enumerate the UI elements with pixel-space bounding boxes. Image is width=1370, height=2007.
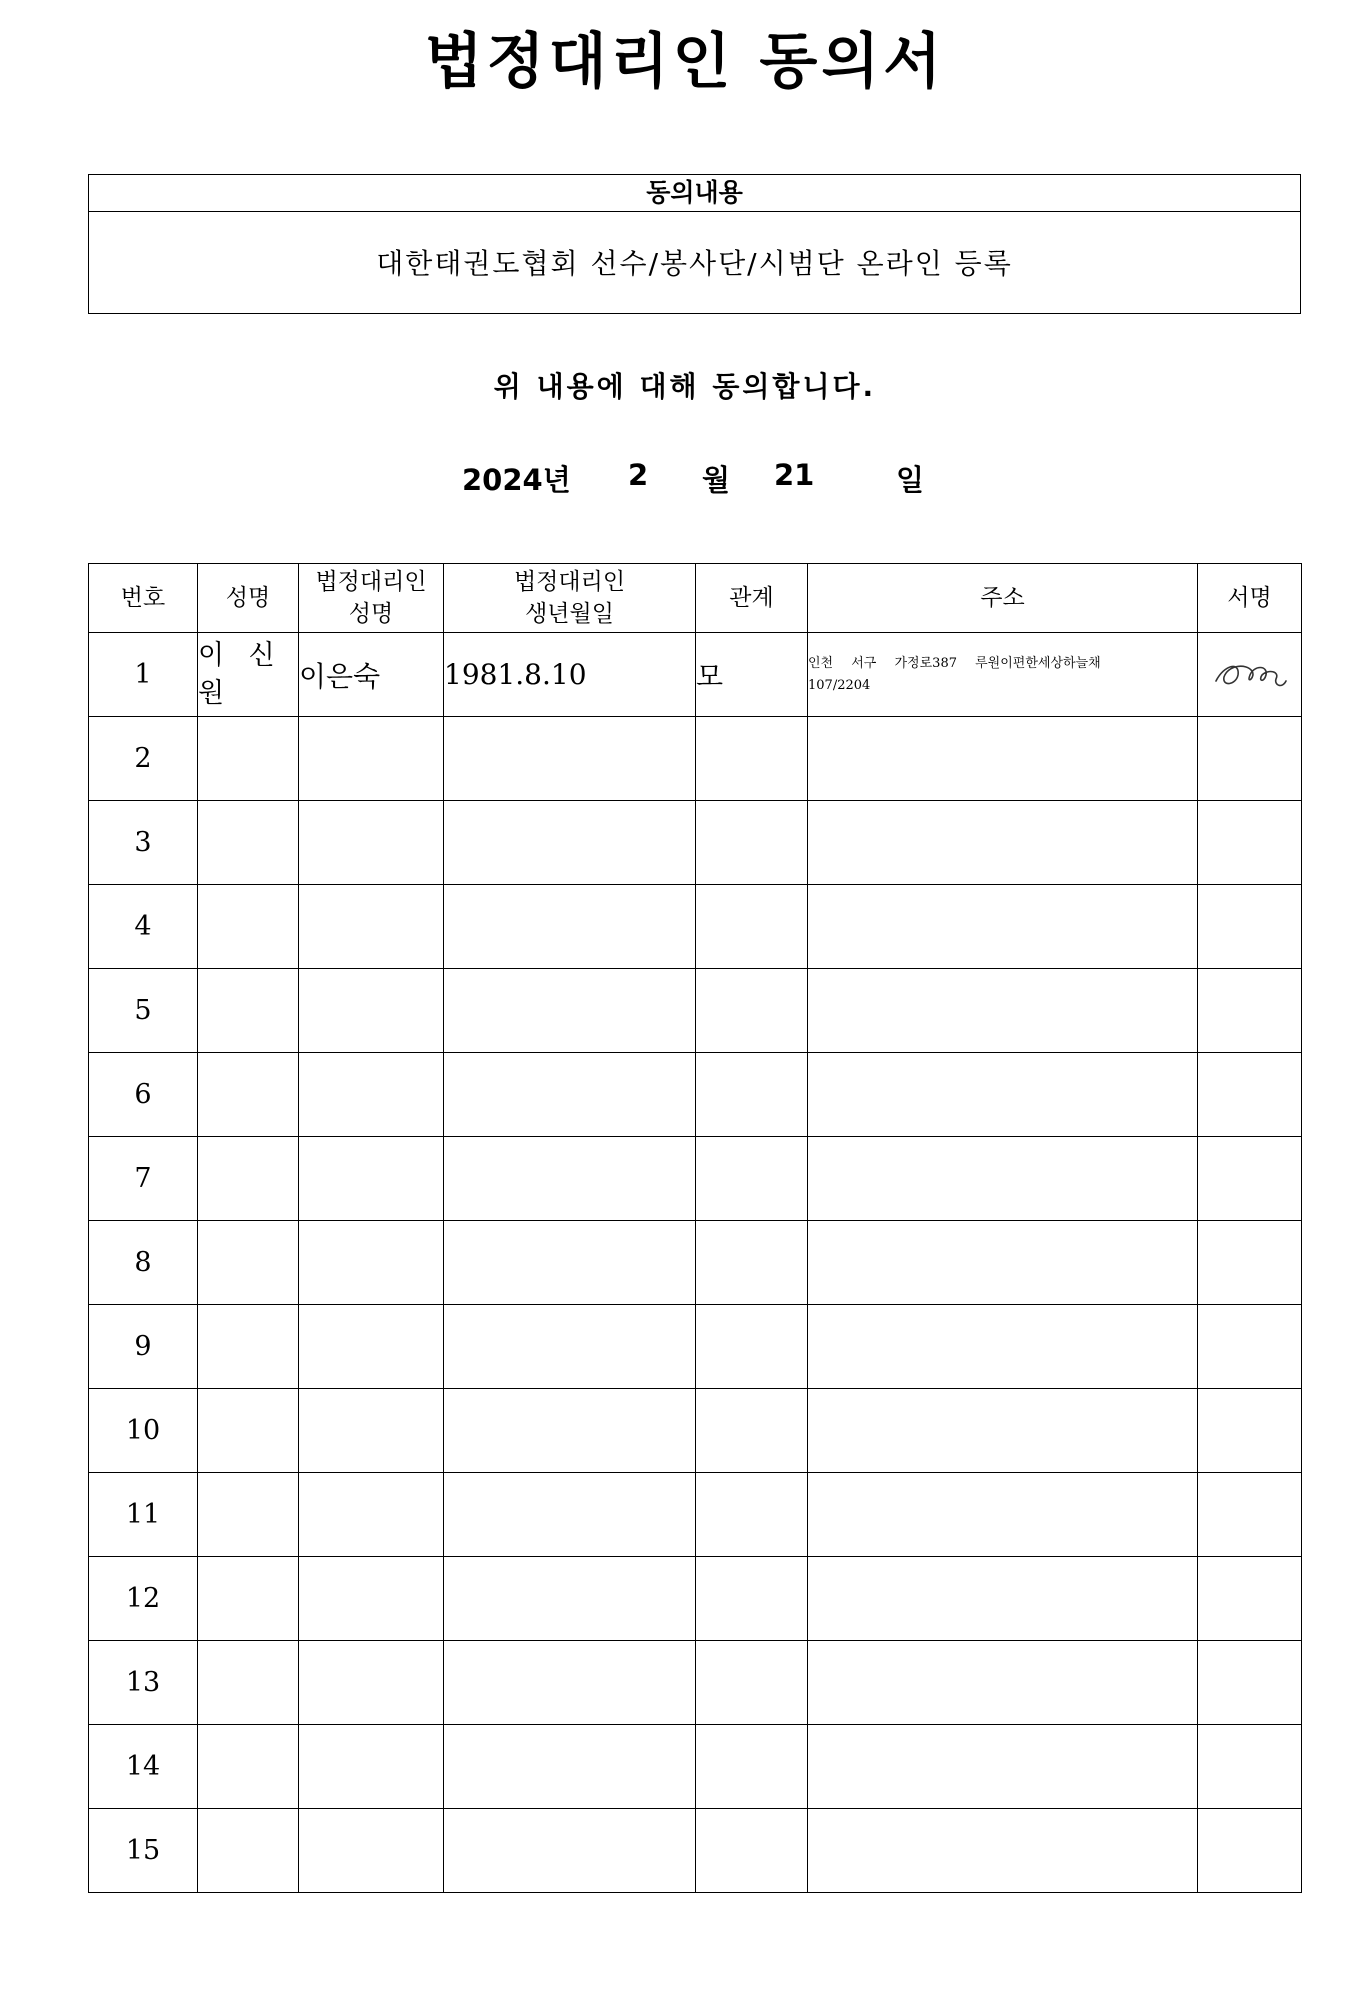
cell-name [198, 717, 299, 801]
cell-name [198, 1725, 299, 1809]
cell-guardian-birth [444, 969, 696, 1053]
cell-address [808, 1557, 1198, 1641]
cell-signature [1198, 1557, 1302, 1641]
cell-guardian-birth [444, 1473, 696, 1557]
cell-address [808, 1053, 1198, 1137]
cell-relation [696, 1473, 808, 1557]
cell-number: 1 [89, 633, 198, 717]
cell-relation [696, 1641, 808, 1725]
cell-address [808, 1473, 1198, 1557]
cell-name [198, 969, 299, 1053]
cell-signature [1198, 885, 1302, 969]
address-line-2: 107/2204 [808, 677, 871, 693]
table-row [89, 885, 1302, 969]
cell-name [198, 885, 299, 969]
cell-guardian-name [299, 969, 444, 1053]
cell-address [808, 1641, 1198, 1725]
cell-guardian-name [299, 885, 444, 969]
cell-guardian-name [299, 1053, 444, 1137]
cell-relation [696, 1221, 808, 1305]
guardian-table [88, 563, 1302, 1893]
table-row [89, 1389, 1302, 1473]
cell-name [198, 1305, 299, 1389]
cell-guardian-birth [444, 1137, 696, 1221]
cell-signature [1198, 1137, 1302, 1221]
cell-relation [696, 1053, 808, 1137]
cell-address [808, 633, 1198, 717]
date-year: 2024년 [462, 463, 571, 497]
col-header-guardian-birth: 법정대리인 생년월일 [444, 564, 696, 633]
cell-guardian-birth [444, 1725, 696, 1809]
cell-guardian-birth [444, 1389, 696, 1473]
table-row [89, 1053, 1302, 1137]
cell-guardian-name [299, 1221, 444, 1305]
cell-signature [1198, 969, 1302, 1053]
cell-signature [1198, 1725, 1302, 1809]
cell-signature [1198, 1389, 1302, 1473]
cell-address [808, 801, 1198, 885]
cell-signature [1198, 1305, 1302, 1389]
cell-relation [696, 717, 808, 801]
cell-name [198, 1557, 299, 1641]
cell-address [808, 1305, 1198, 1389]
cell-signature [1198, 633, 1302, 717]
cell-address [808, 717, 1198, 801]
cell-number: 3 [89, 801, 198, 885]
cell-number: 8 [89, 1221, 198, 1305]
cell-number: 9 [89, 1305, 198, 1389]
cell-address [808, 1809, 1198, 1893]
col-header-name: 성명 [198, 564, 299, 633]
cell-relation [696, 885, 808, 969]
cell-relation [696, 1725, 808, 1809]
table-row [89, 1725, 1302, 1809]
cell-guardian-name [299, 1641, 444, 1725]
cell-signature [1198, 1641, 1302, 1725]
table-row [89, 1137, 1302, 1221]
cell-guardian-birth [444, 1557, 696, 1641]
date-month-unit: 월 [702, 463, 731, 497]
cell-signature [1198, 1221, 1302, 1305]
cell-signature [1198, 1809, 1302, 1893]
col-header-guardian-name: 법정대리인 성명 [299, 564, 444, 633]
table-row [89, 1221, 1302, 1305]
cell-number: 2 [89, 717, 198, 801]
document-title: 법정대리인 동의서 [424, 27, 946, 97]
cell-signature [1198, 1473, 1302, 1557]
signature-image [1210, 651, 1290, 695]
cell-name [198, 1809, 299, 1893]
cell-number: 5 [89, 969, 198, 1053]
address-line-1: 인천 서구 가정로387 루원이편한세상하늘채 [808, 655, 1101, 671]
cell-guardian-name [299, 1725, 444, 1809]
cell-address [808, 1389, 1198, 1473]
cell-guardian-birth [444, 1641, 696, 1725]
table-row [89, 1641, 1302, 1725]
table-row [89, 1473, 1302, 1557]
date-line [0, 458, 1370, 498]
date-month: 2 [628, 458, 649, 492]
cell-number: 11 [89, 1473, 198, 1557]
cell-relation [696, 801, 808, 885]
cell-relation [696, 1389, 808, 1473]
cell-relation: 모 [696, 633, 808, 717]
cell-guardian-birth [444, 1305, 696, 1389]
cell-guardian-birth [444, 801, 696, 885]
table-row [89, 1305, 1302, 1389]
cell-guardian-name [299, 1473, 444, 1557]
cell-signature [1198, 801, 1302, 885]
table-row [89, 969, 1302, 1053]
col-header-signature: 서명 [1198, 564, 1302, 633]
cell-number: 10 [89, 1389, 198, 1473]
table-row [89, 1557, 1302, 1641]
cell-guardian-birth [444, 885, 696, 969]
cell-guardian-name [299, 1389, 444, 1473]
cell-guardian-name: 이은숙 [299, 633, 444, 717]
date-day: 21 [774, 458, 815, 492]
cell-number: 7 [89, 1137, 198, 1221]
col-header-address: 주소 [808, 564, 1198, 633]
cell-address [808, 885, 1198, 969]
cell-number: 12 [89, 1557, 198, 1641]
consent-box [88, 174, 1301, 314]
cell-number: 15 [89, 1809, 198, 1893]
cell-guardian-birth [444, 717, 696, 801]
cell-signature [1198, 717, 1302, 801]
cell-guardian-birth [444, 1809, 696, 1893]
table-row [89, 801, 1302, 885]
cell-address [808, 1221, 1198, 1305]
cell-address [808, 969, 1198, 1053]
date-day-unit: 일 [896, 463, 925, 497]
table-row [89, 633, 1302, 717]
cell-guardian-name [299, 1137, 444, 1221]
cell-name [198, 1641, 299, 1725]
cell-guardian-name [299, 717, 444, 801]
cell-guardian-birth [444, 1053, 696, 1137]
cell-name [198, 1137, 299, 1221]
col-header-relation: 관계 [696, 564, 808, 633]
cell-name [198, 1473, 299, 1557]
cell-relation [696, 1305, 808, 1389]
cell-number: 6 [89, 1053, 198, 1137]
cell-relation [696, 1137, 808, 1221]
cell-guardian-birth: 1981.8.10 [444, 633, 696, 717]
cell-guardian-name [299, 1305, 444, 1389]
cell-name: 이 신 원 [198, 633, 299, 717]
cell-guardian-name [299, 1809, 444, 1893]
cell-signature [1198, 1053, 1302, 1137]
cell-relation [696, 1809, 808, 1893]
cell-guardian-name [299, 801, 444, 885]
cell-name [198, 801, 299, 885]
table-row [89, 1809, 1302, 1893]
agreement-statement: 위 내용에 대해 동의합니다. [493, 370, 877, 403]
col-header-number: 번호 [89, 564, 198, 633]
cell-relation [696, 1557, 808, 1641]
cell-guardian-birth [444, 1221, 696, 1305]
cell-number: 4 [89, 885, 198, 969]
consent-header: 동의내용 [89, 175, 1300, 212]
cell-number: 13 [89, 1641, 198, 1725]
table-header-row [89, 564, 1302, 633]
consent-content: 대한태권도협회 선수/봉사단/시범단 온라인 등록 [376, 247, 1013, 280]
cell-name [198, 1221, 299, 1305]
cell-relation [696, 969, 808, 1053]
cell-name [198, 1053, 299, 1137]
cell-address [808, 1725, 1198, 1809]
cell-number: 14 [89, 1725, 198, 1809]
cell-name [198, 1389, 299, 1473]
table-row [89, 717, 1302, 801]
cell-guardian-name [299, 1557, 444, 1641]
cell-address [808, 1137, 1198, 1221]
